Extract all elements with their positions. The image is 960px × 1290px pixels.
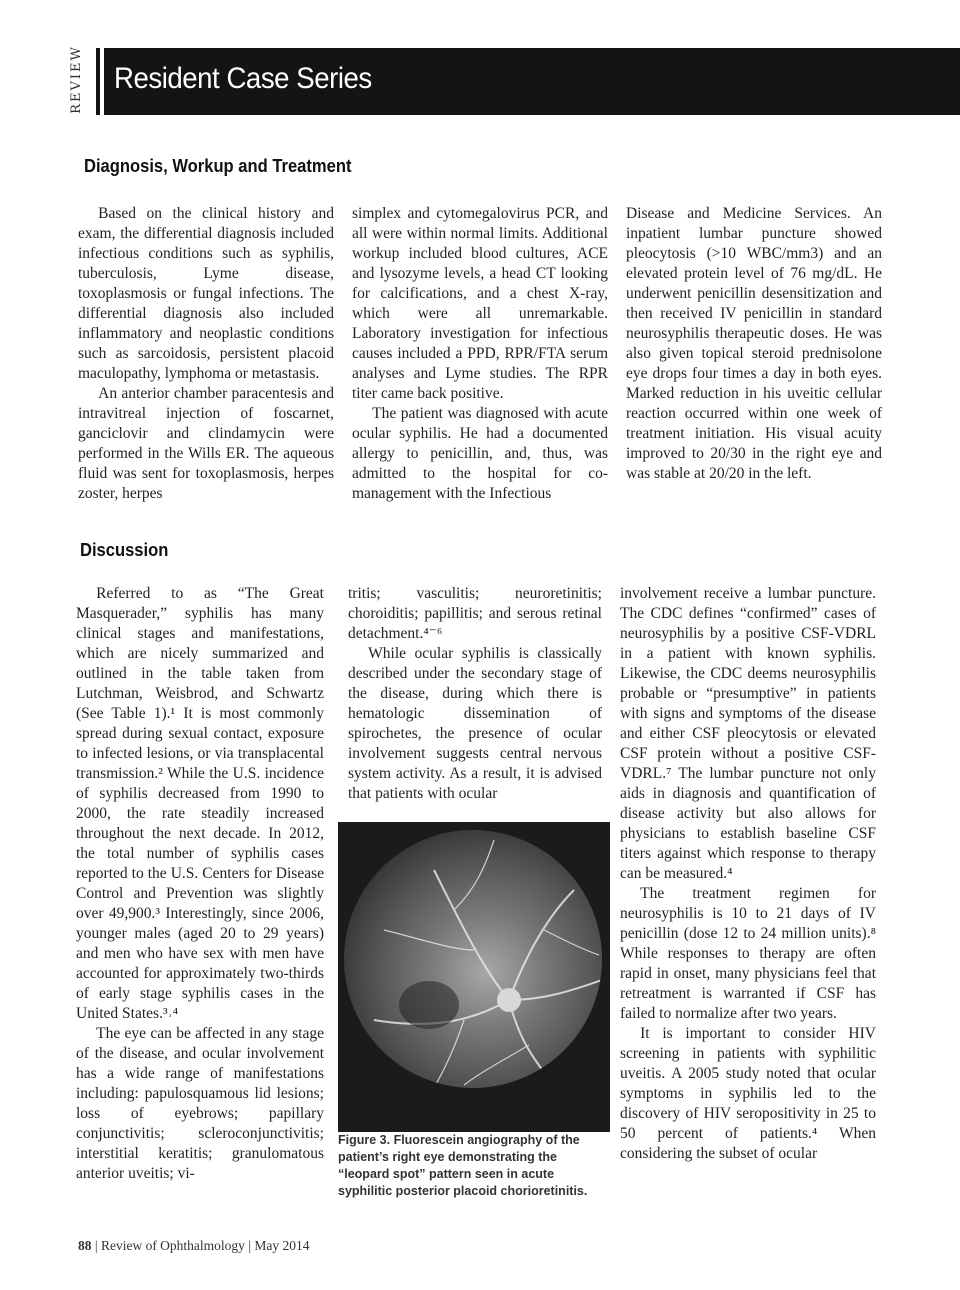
paragraph: While ocular syphilis is classically described under the secondary stage of the disease, during which there is hematologic dissemination of spirochetes, the presence of ocular involvement suggests central nervous system activity. As a result, it is advised that patients with ocular xyxy=(348,645,602,802)
discussion-column-1 xyxy=(76,584,324,1184)
figure-angiography xyxy=(338,822,610,1198)
header-bar xyxy=(100,48,960,115)
page-footer xyxy=(78,1238,310,1254)
discussion-column-2 xyxy=(348,584,602,804)
journal-name: Review of Ophthalmology xyxy=(100,1238,245,1253)
diagnosis-column-3 xyxy=(626,204,882,484)
issue-date: May 2014 xyxy=(254,1238,310,1253)
paragraph: The patient was diagnosed with acute ocular syphilis. He had a documented allergy to penicillin, and, thus, was admitted to the hospital for co-management with the Infectious xyxy=(352,405,608,502)
diagnosis-heading: Diagnosis, Workup and Treatment xyxy=(84,156,352,176)
paragraph: An anterior chamber paracentesis and intravitreal injection of foscarnet, ganciclovir and clindamycin were performed in the Wills ER. The aqueous fluid was sent for toxoplasmosis, herpes zoster, herpes xyxy=(78,385,334,502)
footer-separator: | xyxy=(248,1238,252,1253)
diagnosis-column-1 xyxy=(78,204,334,504)
paragraph: Based on the clinical history and exam, the differential diagnosis included infectious conditions such as syphilis, tuberculosis, Lyme disease, toxoplasmosis or fungal infections. The differential diagnosis also included inflammatory and neoplastic conditions such as sarcoidosis, persistent placoid maculopathy, lymphoma or metastasis. xyxy=(78,205,334,382)
paragraph: Referred to as “The Great Masquerader,” syphilis has many clinical stages and manifestations, which are nicely summarized and outlined in the table taken from Lutchman, Weisbrod, and Schwartz (See Table 1).¹ It is most commonly spread during sexual contact, exposure to infected lesions, or via transplacental transmission.² While the U.S. incidence of syphilis decreased from 1990 to 2000, the rate steadily increased throughout the next decade. In 2012, the total number of syphilis cases reported to the U.S. Centers for Disease Control and Prevention was slightly over 49,900.³ Interestingly, since 2006, younger males (aged 20 to 29 years) and men who have sex with men have accounted for approximately two-thirds of early stage syphilis cases in the United States.³˒⁴ xyxy=(76,585,324,1022)
paragraph: simplex and cytomegalovirus PCR, and all were within normal limits. Additional workup included blood cultures, ACE and lysozyme levels, a head CT looking for calcifications, and a chest X-ray, which were all unremarkable. Laboratory investigation for infectious causes included a PPD, RPR/FTA serum analyses and Lyme studies. The RPR titer came back positive. xyxy=(352,205,608,402)
paragraph: Disease and Medicine Services. An inpatient lumbar puncture showed pleocytosis (>10 WBC/mm3) and an elevated protein level of 76 mg/dL. He underwent penicillin desensitization and then received IV penicillin in standard neurosyphilis therapeutic doses. He was also given topical steroid prednisolone eye drops four times a day in both eyes. Marked reduction in his uveitic cellular reaction occurred within one week of treatment initiation. His visual acuity improved to 20/30 in the right eye and was stable at 20/20 in the left. xyxy=(626,205,882,482)
discussion-heading: Discussion xyxy=(80,540,169,560)
paragraph: The treatment regimen for neurosyphilis is 10 to 21 days of IV penicillin (dose 12 to 24 million units).⁸ While responses to therapy are often rapid in onset, many physicians feel that retreatment is warranted if CSF has failed to normalize after two years. xyxy=(620,885,876,1022)
fundus-image xyxy=(344,830,602,1088)
paragraph: It is important to consider HIV screening in patients with syphilitic uveitis. A 2005 study noted that ocular symptoms in syphilis led to the discovery of HIV seropositivity in 25 to 50 percent of patients.⁴ When considering the subset of ocular xyxy=(620,1025,876,1162)
section-side-label: REVIEW xyxy=(68,45,84,114)
discussion-column-3 xyxy=(620,584,876,1164)
page-number: 88 xyxy=(78,1238,92,1253)
footer-separator: | xyxy=(94,1238,98,1253)
retinal-vessels-graphic xyxy=(344,830,602,1088)
page-title: Resident Case Series xyxy=(114,62,372,95)
paragraph: tritis; vasculitis; neuroretinitis; choroiditis; papillitis; and serous retinal detachment.⁴⁻⁶ xyxy=(348,585,602,642)
diagnosis-column-2 xyxy=(352,204,608,504)
paragraph: The eye can be affected in any stage of the disease, and ocular involvement has a wide range of manifestations including: papulosquamous lid lesions; loss of eyebrows; papillary conjunctivitis; scleroconjunctivitis; interstitial keratitis; granulomatous anterior uveitis; vi- xyxy=(76,1025,324,1182)
paragraph: involvement receive a lumbar puncture. The CDC defines “confirmed” cases of neurosyphilis by a positive CSF-VDRL in a patient with known syphilis. Likewise, the CDC deems neurosyphilis probable or “presumptive” in patients with signs and symptoms of the disease and either CSF pleocytosis or elevated CSF protein without a positive CSF-VDRL.⁷ The lumbar puncture not only aids in diagnosis and quantification of disease activity but also allows for physicians to establish baseline CSF titers against which response to therapy can be measured.⁴ xyxy=(620,585,876,882)
figure-caption: Figure 3. Fluorescein angiography of the patient’s right eye demonstrating the “leopard spot” pattern seen in acute syphilitic posterior placoid chorioretinitis. xyxy=(338,1133,588,1198)
